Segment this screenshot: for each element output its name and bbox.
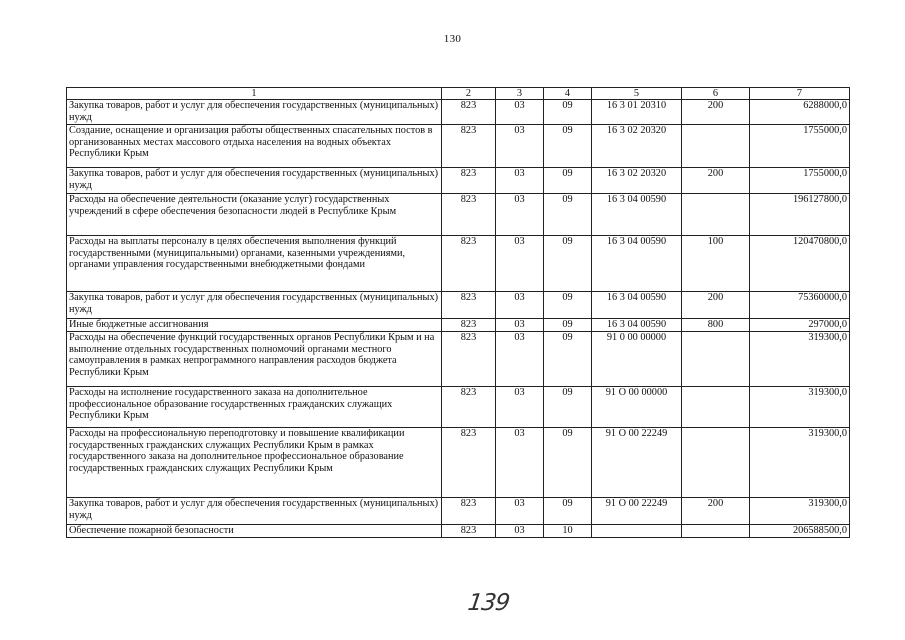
row-ministry-code: 823 <box>442 125 496 168</box>
row-section: 03 <box>496 100 544 125</box>
table-row <box>67 236 850 292</box>
row-target-article: 16 3 02 20320 <box>592 125 682 168</box>
row-expense-type <box>682 428 750 498</box>
row-amount: 319300,0 <box>750 332 850 387</box>
row-amount: 319300,0 <box>750 387 850 428</box>
row-subsection: 09 <box>544 292 592 319</box>
row-target-article: 16 3 04 00590 <box>592 292 682 319</box>
row-expense-type <box>682 332 750 387</box>
row-ministry-code: 823 <box>442 236 496 292</box>
row-ministry-code: 823 <box>442 194 496 236</box>
row-amount: 1755000,0 <box>750 168 850 194</box>
row-target-article: 91 0 00 00000 <box>592 332 682 387</box>
header-cell: 6 <box>682 88 750 100</box>
budget-table <box>66 87 850 538</box>
handwritten-page-number: 139 <box>466 590 511 616</box>
row-target-article: 91 О 00 22249 <box>592 498 682 525</box>
table-row <box>67 387 850 428</box>
row-name: Расходы на обеспечение функций государственных органов Республики Крым и на выполнение отдельных государственных полномочий органами местного самоуправления в рамках непрограммного направления расходов бюджета Республики Крым <box>67 332 442 387</box>
page-number: 130 <box>443 33 462 45</box>
row-subsection: 09 <box>544 194 592 236</box>
row-name: Обеспечение пожарной безопасности <box>67 525 442 538</box>
row-amount: 75360000,0 <box>750 292 850 319</box>
row-amount: 120470800,0 <box>750 236 850 292</box>
row-subsection: 09 <box>544 428 592 498</box>
row-ministry-code: 823 <box>442 100 496 125</box>
table-row <box>67 498 850 525</box>
row-amount: 319300,0 <box>750 428 850 498</box>
row-target-article: 16 3 04 00590 <box>592 194 682 236</box>
row-amount: 206588500,0 <box>750 525 850 538</box>
table-row <box>67 125 850 168</box>
row-name: Расходы на профессиональную переподготовку и повышение квалификации государственных гражданских служащих Республики Крым в рамках государственного заказа на дополнительное профессиональное образование государственных гражданских служащих Республики Крым <box>67 428 442 498</box>
row-name: Создание, оснащение и организация работы общественных спасательных постов в организованных местах массового отдыха населения на водных объектах Республики Крым <box>67 125 442 168</box>
row-section: 03 <box>496 498 544 525</box>
row-ministry-code: 823 <box>442 498 496 525</box>
row-expense-type: 800 <box>682 319 750 332</box>
row-ministry-code: 823 <box>442 319 496 332</box>
row-expense-type: 100 <box>682 236 750 292</box>
row-section: 03 <box>496 525 544 538</box>
row-section: 03 <box>496 236 544 292</box>
row-ministry-code: 823 <box>442 292 496 319</box>
row-subsection: 09 <box>544 125 592 168</box>
row-target-article: 16 3 04 00590 <box>592 319 682 332</box>
row-target-article <box>592 525 682 538</box>
row-section: 03 <box>496 332 544 387</box>
table-row <box>67 100 850 125</box>
row-subsection: 10 <box>544 525 592 538</box>
row-section: 03 <box>496 292 544 319</box>
row-subsection: 09 <box>544 498 592 525</box>
row-section: 03 <box>496 125 544 168</box>
row-expense-type: 200 <box>682 498 750 525</box>
row-name: Закупка товаров, работ и услуг для обеспечения государственных (муниципальных) нужд <box>67 100 442 125</box>
row-name: Расходы на обеспечение деятельности (оказание услуг) государственных учреждений в сфере обеспечения безопасности людей в Республике Крым <box>67 194 442 236</box>
row-subsection: 09 <box>544 387 592 428</box>
row-amount: 1755000,0 <box>750 125 850 168</box>
row-subsection: 09 <box>544 319 592 332</box>
row-target-article: 16 3 04 00590 <box>592 236 682 292</box>
table-row <box>67 168 850 194</box>
table-row <box>67 525 850 538</box>
header-cell: 5 <box>592 88 682 100</box>
row-subsection: 09 <box>544 168 592 194</box>
table-row <box>67 428 850 498</box>
row-amount: 196127800,0 <box>750 194 850 236</box>
row-expense-type <box>682 194 750 236</box>
row-name: Иные бюджетные ассигнования <box>67 319 442 332</box>
row-target-article: 16 3 01 20310 <box>592 100 682 125</box>
row-section: 03 <box>496 319 544 332</box>
row-expense-type: 200 <box>682 100 750 125</box>
row-expense-type <box>682 525 750 538</box>
row-target-article: 91 О 00 00000 <box>592 387 682 428</box>
row-target-article: 91 О 00 22249 <box>592 428 682 498</box>
row-name: Расходы на выплаты персоналу в целях обеспечения выполнения функций государственными (муниципальными) органами, казенными учреждениями, органами управления государственными внебюджетными фондами <box>67 236 442 292</box>
table-row <box>67 292 850 319</box>
row-name: Закупка товаров, работ и услуг для обеспечения государственных (муниципальных) нужд <box>67 168 442 194</box>
row-expense-type <box>682 387 750 428</box>
row-ministry-code: 823 <box>442 332 496 387</box>
row-expense-type: 200 <box>682 292 750 319</box>
row-target-article: 16 3 02 20320 <box>592 168 682 194</box>
row-subsection: 09 <box>544 100 592 125</box>
row-expense-type <box>682 125 750 168</box>
row-subsection: 09 <box>544 236 592 292</box>
row-section: 03 <box>496 168 544 194</box>
table-row <box>67 194 850 236</box>
row-ministry-code: 823 <box>442 525 496 538</box>
row-amount: 6288000,0 <box>750 100 850 125</box>
header-row <box>67 88 850 100</box>
row-section: 03 <box>496 387 544 428</box>
row-name: Закупка товаров, работ и услуг для обеспечения государственных (муниципальных) нужд <box>67 498 442 525</box>
header-cell: 1 <box>67 88 442 100</box>
row-section: 03 <box>496 428 544 498</box>
row-ministry-code: 823 <box>442 428 496 498</box>
row-amount: 297000,0 <box>750 319 850 332</box>
row-expense-type: 200 <box>682 168 750 194</box>
row-ministry-code: 823 <box>442 168 496 194</box>
table-row <box>67 332 850 387</box>
row-ministry-code: 823 <box>442 387 496 428</box>
row-name: Расходы на исполнение государственного заказа на дополнительное профессиональное образование государственных гражданских служащих Республики Крым <box>67 387 442 428</box>
row-amount: 319300,0 <box>750 498 850 525</box>
row-subsection: 09 <box>544 332 592 387</box>
row-name: Закупка товаров, работ и услуг для обеспечения государственных (муниципальных) нужд <box>67 292 442 319</box>
table-row <box>67 319 850 332</box>
header-cell: 2 <box>442 88 496 100</box>
header-cell: 3 <box>496 88 544 100</box>
header-cell: 7 <box>750 88 850 100</box>
row-section: 03 <box>496 194 544 236</box>
header-cell: 4 <box>544 88 592 100</box>
